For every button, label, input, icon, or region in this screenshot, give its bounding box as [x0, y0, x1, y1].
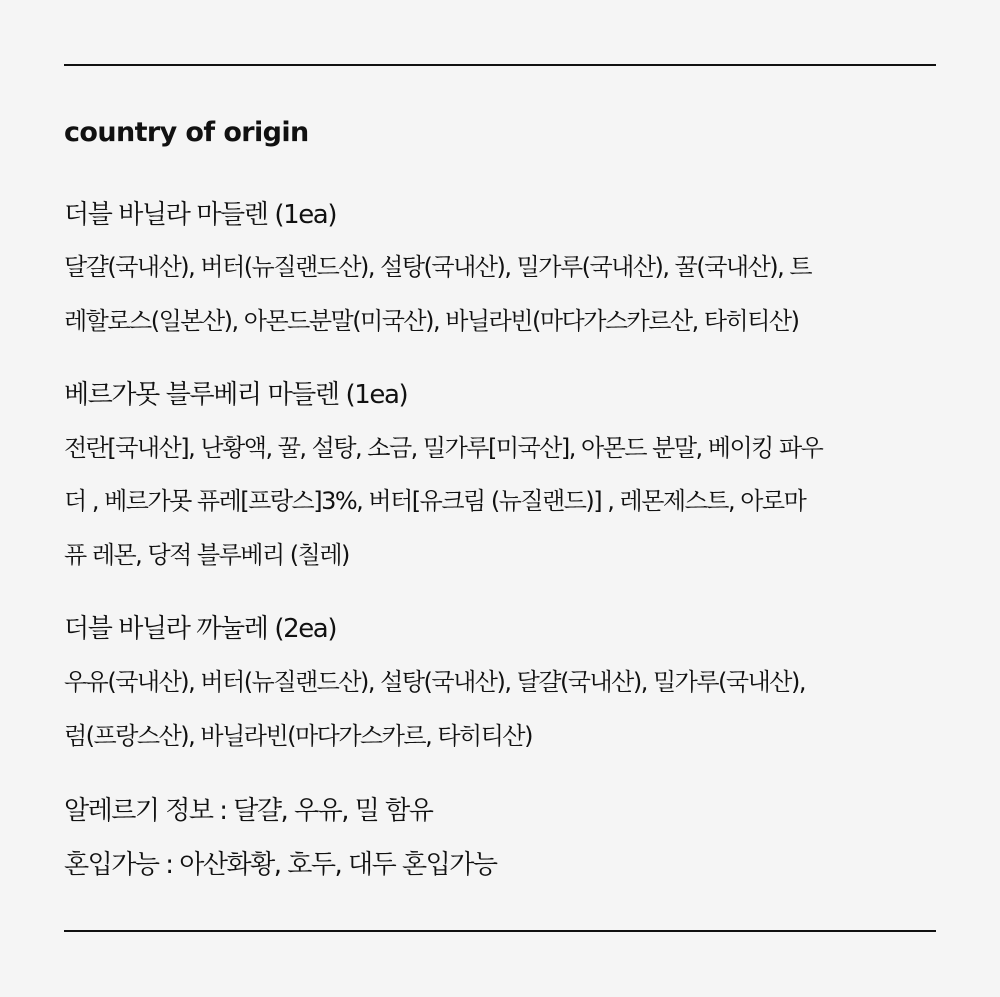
ingredient-line: 레할로스(일본산), 아몬드분말(미국산), 바닐라빈(마다가스카르산, 타히티산) [64, 307, 799, 335]
contamination-info: 혼입가능 : 아산화황, 호두, 대두 혼입가능 [64, 850, 497, 880]
top-divider [64, 64, 936, 66]
ingredient-line: 더 , 베르가못 퓨레[프랑스]3%, 버터[유크림 (뉴질랜드)] , 레몬제스트, 아로마 [64, 487, 806, 515]
allergy-info: 알레르기 정보 : 달걀, 우유, 밀 함유 [64, 796, 433, 826]
product-title-bergamot-blueberry-madeleine: 베르가못 블루베리 마들렌 (1ea) [64, 380, 408, 410]
ingredient-line: 럼(프랑스산), 바닐라빈(마다가스카르, 타히티산) [64, 722, 532, 750]
section-heading: country of origin [64, 117, 309, 148]
bottom-divider [64, 930, 936, 932]
ingredient-line: 퓨 레몬, 당적 블루베리 (칠레) [64, 541, 349, 569]
ingredient-line: 전란[국내산], 난황액, 꿀, 설탕, 소금, 밀가루[미국산], 아몬드 분말, 베이킹 파우 [64, 434, 823, 462]
product-title-double-vanilla-madeleine: 더블 바닐라 마들렌 (1ea) [64, 200, 337, 230]
ingredient-line: 우유(국내산), 버터(뉴질랜드산), 설탕(국내산), 달걀(국내산), 밀가루(국내산), [64, 668, 805, 696]
product-title-double-vanilla-canele: 더블 바닐라 까눌레 (2ea) [64, 614, 337, 644]
ingredient-line: 달걀(국내산), 버터(뉴질랜드산), 설탕(국내산), 밀가루(국내산), 꿀(국내산), 트 [64, 253, 812, 281]
